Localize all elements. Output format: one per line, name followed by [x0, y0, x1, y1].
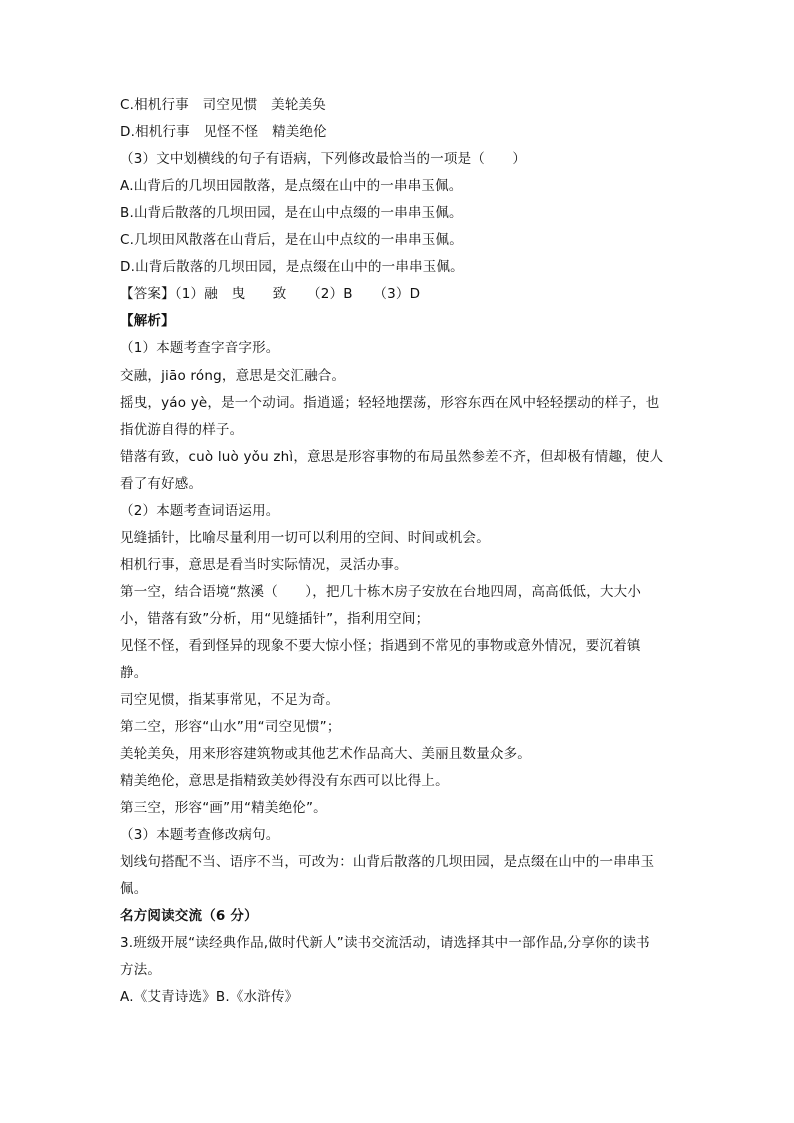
- text-line: A.山背后的几坝田园散落，是点缀在山中的一串串玉佩。: [120, 178, 463, 194]
- text-line: 【答案】（1）融 曳 致 （2）B （3）D: [120, 286, 421, 302]
- text-line: （3）文中划横线的句子有语病，下列修改最恰当的一项是（ ）: [120, 151, 527, 167]
- text-line: 交融，jiāo róng，意思是交汇融合。: [120, 368, 346, 384]
- text-line: 见怪不怪，看到怪异的现象不要大惊小怪；指遇到不常见的事物或意外情况，要沉着镇: [120, 638, 641, 654]
- text-line: A.《艾青诗选》B.《水浒传》: [120, 989, 299, 1005]
- text-line: 划线句搭配不当、语序不当，可改为：山背后散落的几坝田园，是点缀在山中的一串串玉: [120, 854, 655, 870]
- text-line: 第一空，结合语境“熬溪（ ），把几十栋木房子安放在台地四周，高高低低，大大小: [120, 584, 642, 600]
- text-line: 看了有好感。: [120, 476, 203, 492]
- text-line: C.相机行事 司空见惯 美轮美奂: [120, 97, 326, 113]
- text-line: 佩。: [120, 881, 148, 897]
- text-line: 司空见惯，指某事常见，不足为奇。: [120, 692, 340, 708]
- text-line: 摇曳，yáo yè，是一个动词。指逍遥；轻轻地摆荡，形容东西在风中轻轻摆动的样子，也: [120, 395, 660, 411]
- text-line: B.山背后散落的几坝田园，是在山中点缀的一串串玉佩。: [120, 205, 463, 221]
- text-line: （3）本题考查修改病句。: [120, 827, 280, 843]
- text-line: （1）本题考查字音字形。: [120, 340, 280, 356]
- text-line: D.相机行事 见怪不怪 精美绝伦: [120, 124, 327, 140]
- text-line: 指优游自得的样子。: [120, 422, 244, 438]
- text-line: 小，错落有致”分析，用“见缝插针”，指利用空间；: [120, 611, 430, 627]
- text-line: 第二空，形容“山水”用“司空见惯”；: [120, 719, 341, 735]
- section-heading: 名方阅读交流（6 分）: [120, 908, 258, 924]
- text-line: 精美绝伦，意思是指精致美妙得没有东西可以比得上。: [120, 773, 449, 789]
- section-heading: 【解析】: [120, 313, 175, 329]
- text-line: 见缝插针，比喻尽量利用一切可以利用的空间、时间或机会。: [120, 530, 490, 546]
- text-line: 错落有致，cuò luò yǒu zhì，意思是形容事物的布局虽然参差不齐，但却极有情趣，使人: [120, 449, 664, 465]
- text-line: 美轮美奂，用来形容建筑物或其他艺术作品高大、美丽且数量众多。: [120, 746, 531, 762]
- text-line: 第三空，形容“画”用“精美绝伦”。: [120, 800, 327, 816]
- text-line: （2）本题考查词语运用。: [120, 503, 280, 519]
- text-line: C.几坝田风散落在山背后，是在山中点纹的一串串玉佩。: [120, 232, 463, 248]
- text-line: D.山背后散落的几坝田园，是点缀在山中的一串串玉佩。: [120, 259, 464, 275]
- text-line: 方法。: [120, 962, 162, 978]
- text-line: 静。: [120, 665, 148, 681]
- text-line: 3.班级开展“读经典作品,做时代新人”读书交流活动，请选择其中一部作品,分享你的读书: [120, 935, 650, 951]
- text-line: 相机行事，意思是看当时实际情况，灵活办事。: [120, 557, 408, 573]
